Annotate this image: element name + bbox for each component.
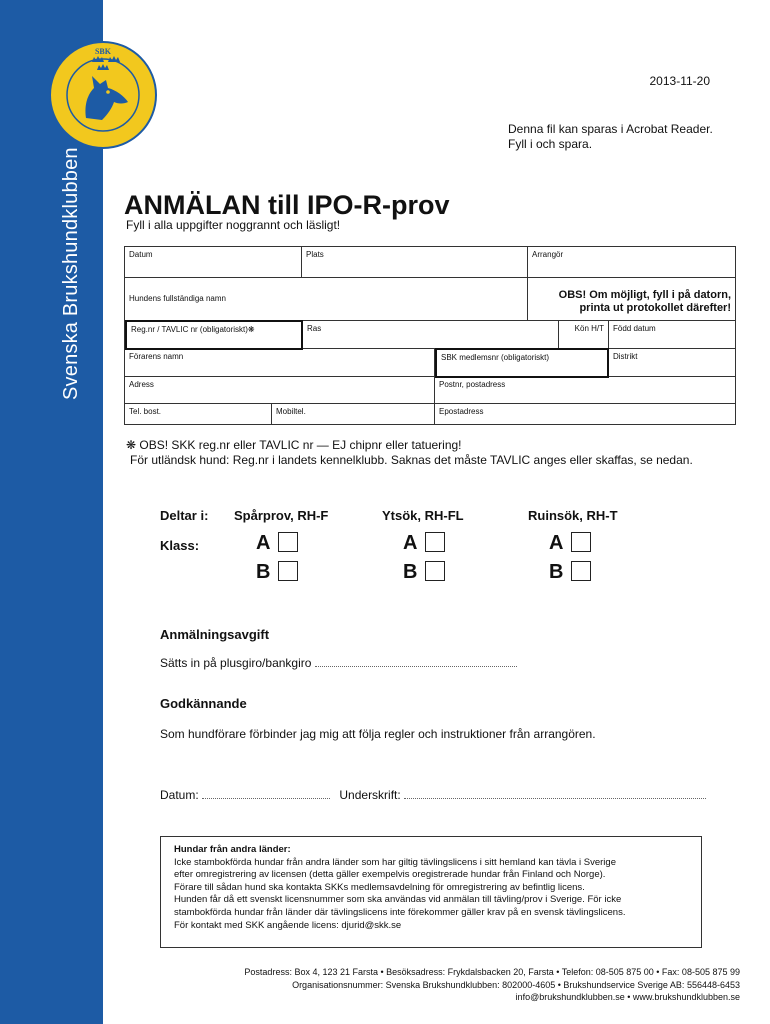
datum-field[interactable] bbox=[125, 247, 302, 278]
arrangor-label: Arrangör bbox=[532, 250, 564, 259]
footer-address: Postadress: Box 4, 123 21 Farsta • Besöksadress: Frykdalsbacken 20, Farsta • Telefon: 08-505 875 00 • Fax: 08-505 875 99 bbox=[244, 967, 740, 977]
save-note bbox=[508, 122, 713, 152]
fee-line bbox=[160, 656, 517, 670]
class-a-label: A bbox=[256, 532, 271, 554]
sidebar-title: Svenska Brukshundklubben bbox=[60, 147, 82, 400]
infobox-line: Icke stambokförda hundar från andra länder som har giltig tävlingslicens i sitt hemland kan tävla i Sverige bbox=[174, 856, 616, 868]
save-note-line: Denna fil kan sparas i Acrobat Reader. bbox=[508, 122, 713, 136]
sbk-medlemsnr-label: SBK medlemsnr (obligatoriskt) bbox=[441, 353, 550, 362]
datum-label: Datum bbox=[129, 250, 153, 259]
sidebar bbox=[0, 0, 103, 1024]
save-note-line: Fyll i och spara. bbox=[508, 137, 593, 151]
option-sparprov: Spårprov, RH-F bbox=[234, 508, 329, 523]
deltar-label: Deltar i: bbox=[160, 508, 209, 523]
adress-field[interactable] bbox=[125, 377, 435, 404]
kon-label: Kön H/T bbox=[574, 324, 604, 333]
infobox-line: För kontakt med SKK angående licens: djurid@skk.se bbox=[174, 919, 402, 931]
kon-field[interactable] bbox=[559, 321, 609, 349]
fee-title: Anmälningsavgift bbox=[160, 627, 270, 642]
approval-text: Som hundförare förbinder jag mig att följa regler och instruktioner från arrangören. bbox=[160, 727, 596, 741]
ytsok-a-checkbox[interactable] bbox=[425, 532, 445, 552]
underskrift-input[interactable] bbox=[404, 789, 706, 799]
class-b-label: B bbox=[256, 561, 271, 583]
datum-sign-label: Datum: bbox=[160, 788, 199, 802]
plats-field[interactable] bbox=[302, 247, 528, 278]
sparprov-a-checkbox[interactable] bbox=[278, 532, 298, 552]
infobox-line: efter omregistrering av licensen (detta gäller exempelvis oregistrerade hundar från Finland och Norge). bbox=[174, 869, 606, 881]
mobiltel-field[interactable] bbox=[272, 404, 435, 424]
footer-contact: info@brukshundklubben.se • www.brukshundklubben.se bbox=[515, 992, 740, 1002]
tel-bost-field[interactable] bbox=[125, 404, 272, 424]
forarens-namn-field[interactable] bbox=[125, 349, 435, 377]
signature-line bbox=[160, 788, 706, 802]
ras-field[interactable] bbox=[303, 321, 559, 349]
hundens-namn-field[interactable] bbox=[125, 278, 528, 321]
obs-line: printa ut protokollet därefter! bbox=[579, 302, 731, 314]
document-date: 2013-11-20 bbox=[649, 74, 710, 88]
tel-bost-label: Tel. bost. bbox=[129, 407, 162, 416]
epost-label: Epostadress bbox=[439, 407, 484, 416]
page-subtitle: Fyll i alla uppgifter noggrannt och läsligt! bbox=[126, 218, 341, 232]
class-a-label: A bbox=[403, 532, 418, 554]
regnr-label: Reg.nr / TAVLIC nr (obligatoriskt)❋ bbox=[131, 325, 255, 334]
infobox-line: Förare till sådan hund ska kontakta SKKs medlemsavdelning för omregistrering av befintlig licens. bbox=[174, 881, 585, 893]
fodd-datum-field[interactable] bbox=[609, 321, 735, 349]
obs-note bbox=[528, 289, 731, 315]
page-title: ANMÄLAN till IPO-R-prov bbox=[124, 190, 450, 220]
forarens-namn-label: Förarens namn bbox=[129, 352, 184, 361]
datum-sign-input[interactable] bbox=[202, 789, 330, 799]
sbk-medlemsnr-field[interactable] bbox=[435, 348, 609, 378]
registration-form bbox=[124, 246, 736, 425]
obs-line: OBS! Om möjligt, fyll i på datorn, bbox=[558, 289, 731, 301]
foreign-dogs-infobox bbox=[160, 836, 702, 948]
class-b-label: B bbox=[549, 561, 564, 583]
klass-label: Klass: bbox=[160, 538, 200, 553]
approval-title: Godkännande bbox=[160, 696, 247, 711]
postnr-label: Postnr, postadress bbox=[439, 380, 506, 389]
ruinsok-a-checkbox[interactable] bbox=[571, 532, 591, 552]
infobox-line: Hunden får då ett svenskt licensnummer som ska användas vid anmälan till tävling/prov i Sverige. För icke bbox=[174, 894, 622, 906]
mobiltel-label: Mobiltel. bbox=[276, 407, 306, 416]
adress-label: Adress bbox=[129, 380, 154, 389]
fodd-datum-label: Född datum bbox=[613, 324, 656, 333]
ruinsok-b-checkbox[interactable] bbox=[571, 561, 591, 581]
class-b-label: B bbox=[403, 561, 418, 583]
postnr-field[interactable] bbox=[435, 377, 735, 404]
note-line: För utländsk hund: Reg.nr i landets kennelklubb. Saknas det måste TAVLIC anges eller skaffas, se nedan. bbox=[130, 453, 693, 467]
footer-org-numbers: Organisationsnummer: Svenska Brukshundklubben: 802000-4605 • Brukshundservice Sverige AB: 556448-6453 bbox=[292, 979, 740, 990]
distrikt-field[interactable] bbox=[609, 349, 735, 377]
epost-field[interactable] bbox=[435, 404, 735, 424]
option-ruinsok: Ruinsök, RH-T bbox=[528, 508, 618, 523]
club-logo bbox=[48, 40, 158, 150]
sparprov-b-checkbox[interactable] bbox=[278, 561, 298, 581]
footer bbox=[244, 966, 740, 1004]
regnr-note bbox=[126, 438, 693, 468]
distrikt-label: Distrikt bbox=[613, 352, 638, 361]
fee-text: Sätts in på plusgiro/bankgiro bbox=[160, 656, 312, 670]
hundens-namn-label: Hundens fullständiga namn bbox=[129, 294, 226, 303]
ytsok-b-checkbox[interactable] bbox=[425, 561, 445, 581]
fee-input[interactable] bbox=[315, 657, 517, 667]
class-a-label: A bbox=[549, 532, 564, 554]
infobox-title: Hundar från andra länder: bbox=[174, 844, 291, 855]
plats-label: Plats bbox=[306, 250, 324, 259]
infobox-line: stambokförda hundar från länder där tävlingslicens inte förekommer gäller krav på en svensk tävlingslicens. bbox=[174, 906, 626, 918]
svg-text:SBK: SBK bbox=[94, 47, 112, 56]
note-line: ❋ OBS! SKK reg.nr eller TAVLIC nr — EJ chipnr eller tatuering! bbox=[126, 438, 462, 452]
ras-label: Ras bbox=[307, 324, 322, 333]
regnr-field[interactable] bbox=[125, 320, 303, 350]
arrangor-field[interactable] bbox=[528, 247, 735, 278]
underskrift-label: Underskrift: bbox=[339, 788, 401, 802]
option-ytsok: Ytsök, RH-FL bbox=[382, 508, 464, 523]
